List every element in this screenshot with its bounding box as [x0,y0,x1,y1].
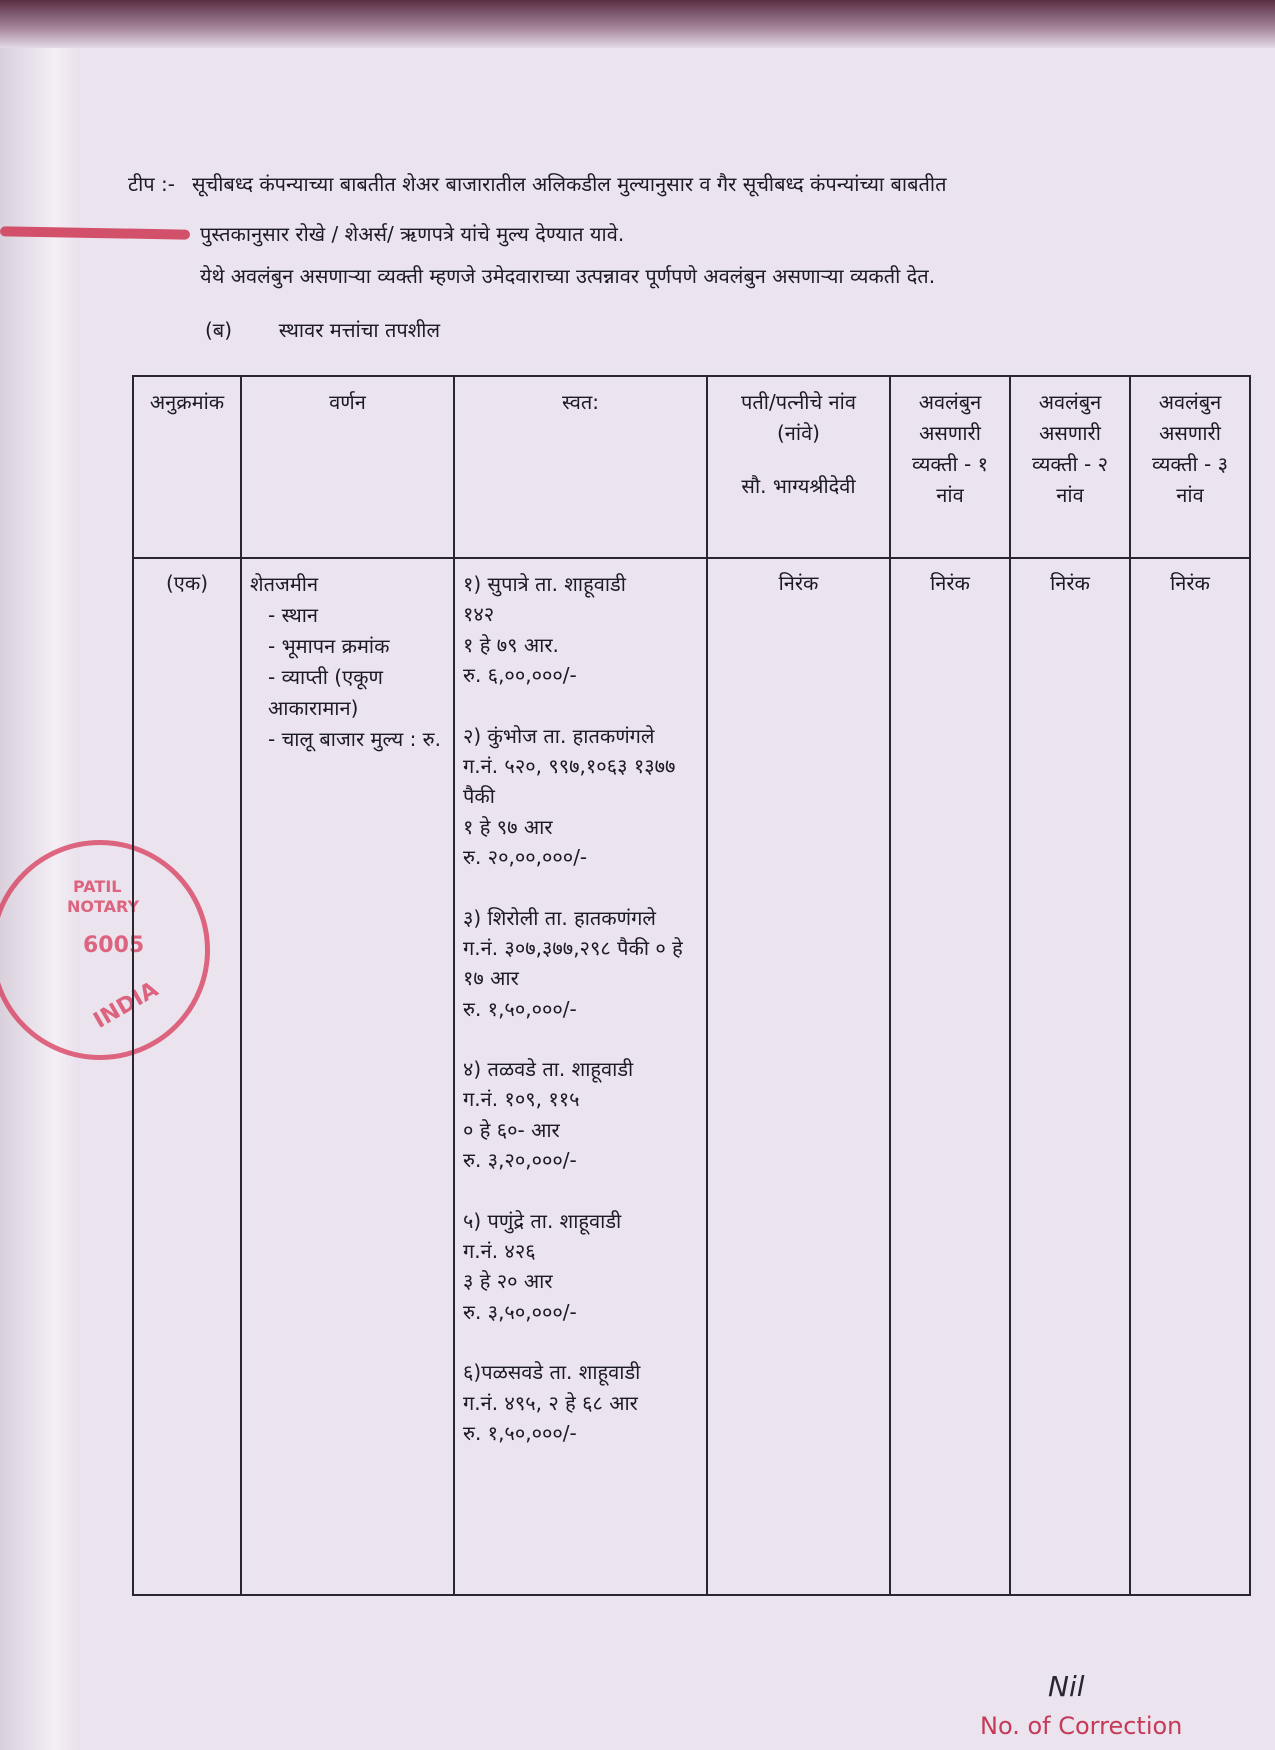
header-dependent-1: अवलंबुन असणारी व्यक्ती - १ नांव [890,376,1010,558]
property-place: ४) तळवडे ता. शाहूवाडी [463,1057,634,1082]
header-description: वर्णन [241,376,454,558]
property-survey: ग.नं. ४२६ [463,1239,536,1264]
note-label: टीप :- [128,172,175,196]
row-self-properties [454,558,707,1595]
section-heading [205,318,440,342]
immovable-assets-table [132,375,1251,1596]
row-description [241,558,454,1595]
property-place: २) कुंभोज ता. हातकणंगले [463,723,655,748]
header-dependent-2: अवलंबुन असणारी व्यक्ती - २ नांव [1010,376,1130,558]
header-spouse-name: सौ. भाग्यश्रीदेवी [741,474,856,498]
stamp-line-3: 6005 [83,933,145,958]
property-place: ६)पळसवडे ता. शाहूवाडी [463,1360,641,1385]
stamp-line-4: INDIA [89,977,163,1034]
description-item: - चालू बाजार मुल्य : रु. [268,727,441,751]
property-place: ३) शिरोली ता. हातकणंगले [463,905,656,930]
property-survey: १४२ [463,602,495,627]
row-serial: (एक) [133,558,241,1595]
property-area: ३ हे २० आर [463,1269,553,1294]
property-area: १ हे ७९ आर. [463,632,559,657]
header-dependent-3: अवलंबुन असणारी व्यक्ती - ३ नांव [1130,376,1250,558]
header-spouse-line1: पती/पत्नीचे नांव [741,390,856,414]
row-dependent-1: निरंक [890,558,1010,1595]
property-value: रु. १,५०,०००/- [463,996,577,1021]
header-serial: अनुक्रमांक [133,376,241,558]
section-marker: (ब) [205,318,233,342]
property-entry-1 [463,569,698,691]
property-entry-2 [463,721,698,873]
note-line-3: येथे अवलंबुन असणाऱ्या व्यक्ती म्हणजे उमेदवाराच्या उत्पन्नावर पूर्णपणे अवलंबुन असणाऱ्या व्यकती देत. [200,264,936,288]
section-title: स्थावर मत्तांचा तपशील [278,318,441,342]
table-header-row [133,376,1250,558]
property-entry-6 [463,1357,698,1448]
description-item: - व्याप्ती (एकूण आकारामान) [268,665,383,720]
row-spouse: निरंक [707,558,890,1595]
property-value: रु. २०,००,०००/- [463,845,588,870]
correction-stamp: No. of Correction [980,1712,1183,1740]
property-survey: ग.नं. ३०७,३७७,२९८ पैकी ० हे १७ आर [463,935,683,991]
property-place: १) सुपात्रे ता. शाहूवाडी [463,572,626,596]
property-entry-5 [463,1206,698,1328]
description-title: शेतजमीन [250,572,319,596]
property-area: ० हे ६०- आर [463,1117,560,1142]
page-top-edge [0,0,1275,48]
stamp-line-2: NOTARY [67,897,140,916]
stamp-line-1: PATIL [73,877,122,896]
property-value: रु. ३,२०,०००/- [463,1148,577,1173]
note-line-2: पुस्तकानुसार रोखे / शेअर्स/ ऋणपत्रे यांचे मुल्य देण्यात यावे. [200,222,625,246]
note-line-1 [128,172,946,196]
description-item: - भूमापन क्रमांक [268,634,390,658]
handwritten-nil: Nil [1048,1670,1085,1703]
property-survey: ग.नं. ५२०, ९९७,१०६३ १३७७ पैकी [463,753,676,809]
description-item: - स्थान [268,603,319,627]
property-value: रु. ३,५०,०००/- [463,1299,577,1324]
property-entry-4 [463,1054,698,1176]
property-entry-3 [463,903,698,1025]
table-row [133,558,1250,1595]
header-self: स्वत: [454,376,707,558]
property-survey: ग.नं. ४९५, २ हे ६८ आर [463,1390,638,1415]
header-spouse [707,376,890,558]
property-value: रु. ६,००,०००/- [463,663,577,688]
property-value: रु. १,५०,०००/- [463,1420,577,1445]
header-spouse-line2: (नांवे) [776,421,820,445]
property-area: १ हे ९७ आर [463,814,553,839]
note-text-1: सूचीबध्द कंपन्याच्या बाबतीत शेअर बाजारातील अलिकडील मुल्यानुसार व गैर सूचीबध्द कंपन्यांच्या बाबतीत [192,172,947,196]
row-dependent-2: निरंक [1010,558,1130,1595]
row-dependent-3: निरंक [1130,558,1250,1595]
property-survey: ग.नं. १०९, ११५ [463,1087,580,1112]
property-place: ५) पणुंद्रे ता. शाहूवाडी [463,1208,622,1233]
